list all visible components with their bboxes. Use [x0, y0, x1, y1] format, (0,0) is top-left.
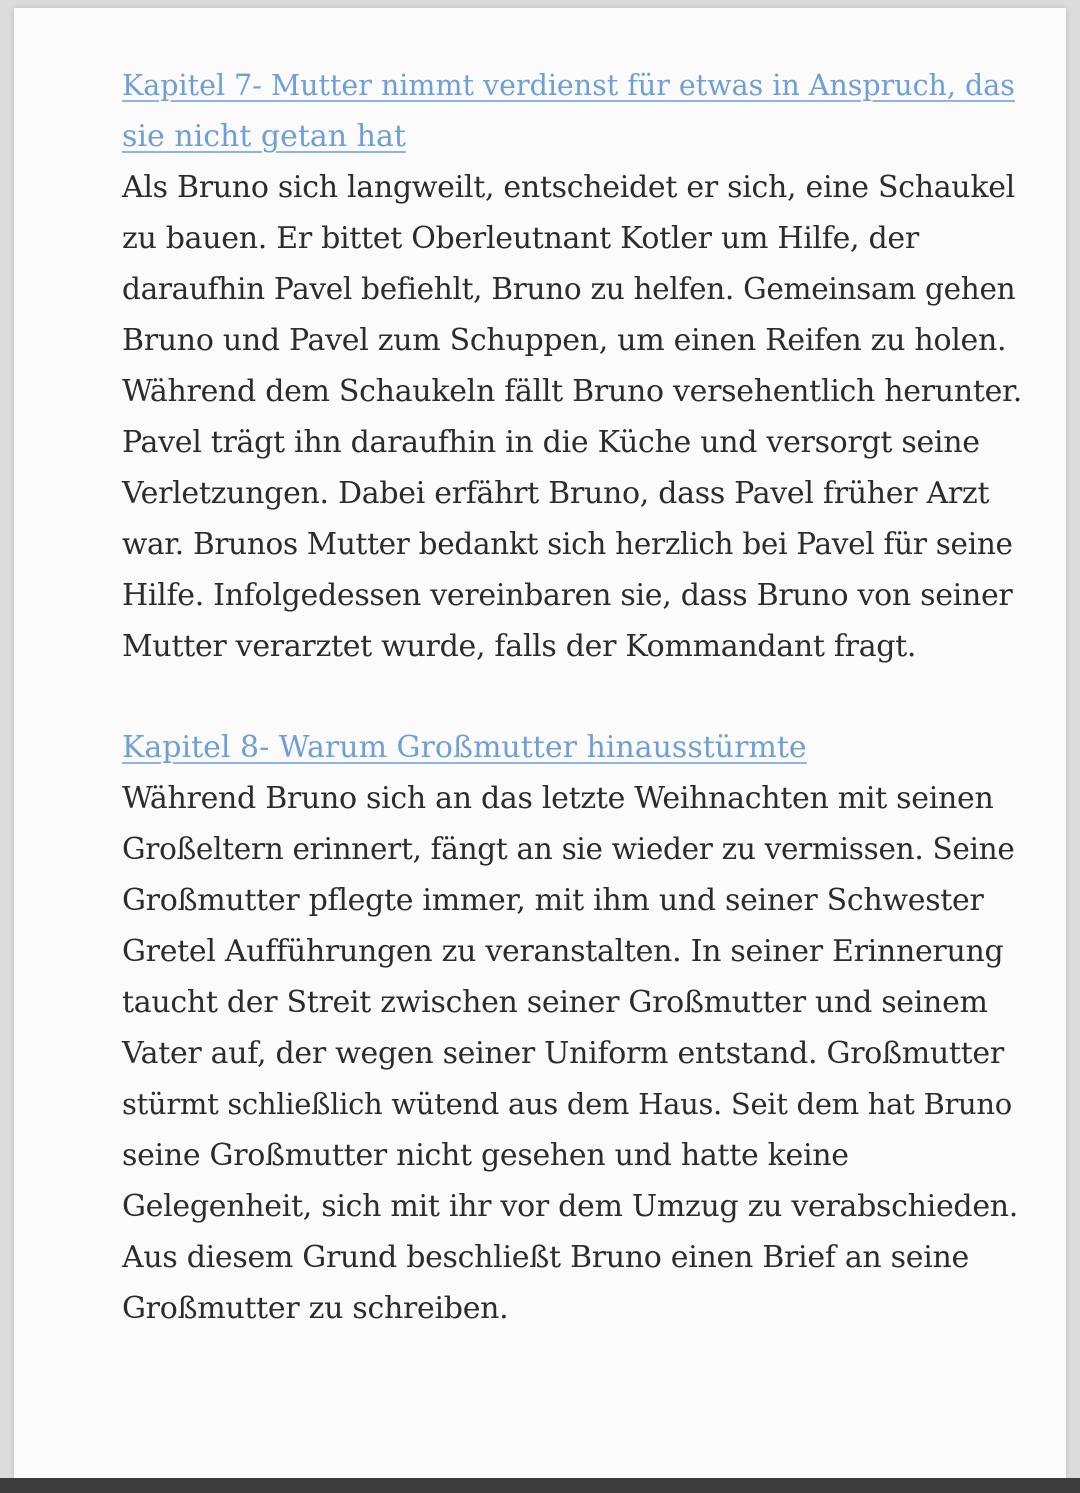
chapter-7-title-line-1: Kapitel 7- Mutter nimmt verdienst für etwas in Anspruch, das	[122, 69, 1015, 102]
chapter-7	[122, 60, 1023, 672]
document-page	[14, 8, 1066, 1478]
chapter-8	[122, 722, 1019, 1334]
body-line: Während Bruno sich an das letzte Weihnachten mit seinen	[122, 781, 994, 816]
body-line: war. Brunos Mutter bedankt sich herzlich bei Pavel für seine	[122, 527, 1013, 561]
body-line: Während dem Schaukeln fällt Bruno versehentlich herunter.	[122, 374, 1023, 409]
body-line: seine Großmutter nicht gesehen und hatte keine	[122, 1138, 849, 1173]
chapter-8-title-line-1: Kapitel 8- Warum Großmutter hinausstürmte	[122, 730, 807, 765]
body-line: Gelegenheit, sich mit ihr vor dem Umzug zu verabschieden.	[122, 1189, 1019, 1224]
body-line: Vater auf, der wegen seiner Uniform entstand. Großmutter	[122, 1036, 1004, 1071]
body-line: Hilfe. Infolgedessen vereinbaren sie, dass Bruno von seiner	[122, 578, 1013, 613]
body-line: Als Bruno sich langweilt, entscheidet er sich, eine Schaukel	[122, 170, 1015, 205]
body-line: Großmutter pflegte immer, mit ihm und seiner Schwester	[122, 883, 984, 918]
body-line: Großeltern erinnert, fängt an sie wieder zu vermissen. Seine	[122, 832, 1015, 866]
body-line: stürmt schließlich wütend aus dem Haus. Seit dem hat Bruno	[122, 1087, 1012, 1121]
body-line: taucht der Streit zwischen seiner Großmutter und seinem	[122, 985, 988, 1020]
section-spacer	[122, 672, 1002, 722]
chapter-7-title-line-2: sie nicht getan hat	[122, 119, 406, 154]
body-line: Aus diesem Grund beschließt Bruno einen Brief an seine	[122, 1240, 969, 1275]
chapter-8-body	[122, 773, 1019, 1334]
chapter-7-body	[122, 162, 1023, 672]
body-line: Gretel Aufführungen zu veranstalten. In seiner Erinnerung	[122, 934, 1004, 969]
chapter-7-title	[122, 60, 1015, 162]
body-line: Bruno und Pavel zum Schuppen, um einen Reifen zu holen.	[122, 323, 1007, 358]
body-line: Verletzungen. Dabei erfährt Bruno, dass Pavel früher Arzt	[122, 476, 990, 511]
chapter-8-title	[122, 722, 1002, 773]
body-line: Pavel trägt ihn daraufhin in die Küche und versorgt seine	[122, 425, 980, 460]
body-line: zu bauen. Er bittet Oberleutnant Kotler um Hilfe, der	[122, 221, 919, 256]
page-bottom-edge	[0, 1478, 1080, 1493]
document-content	[122, 60, 1023, 1334]
body-line: daraufhin Pavel befiehlt, Bruno zu helfen. Gemeinsam gehen	[122, 272, 1016, 306]
body-line: Mutter verarztet wurde, falls der Kommandant fragt.	[122, 629, 917, 664]
body-line: Großmutter zu schreiben.	[122, 1291, 509, 1326]
